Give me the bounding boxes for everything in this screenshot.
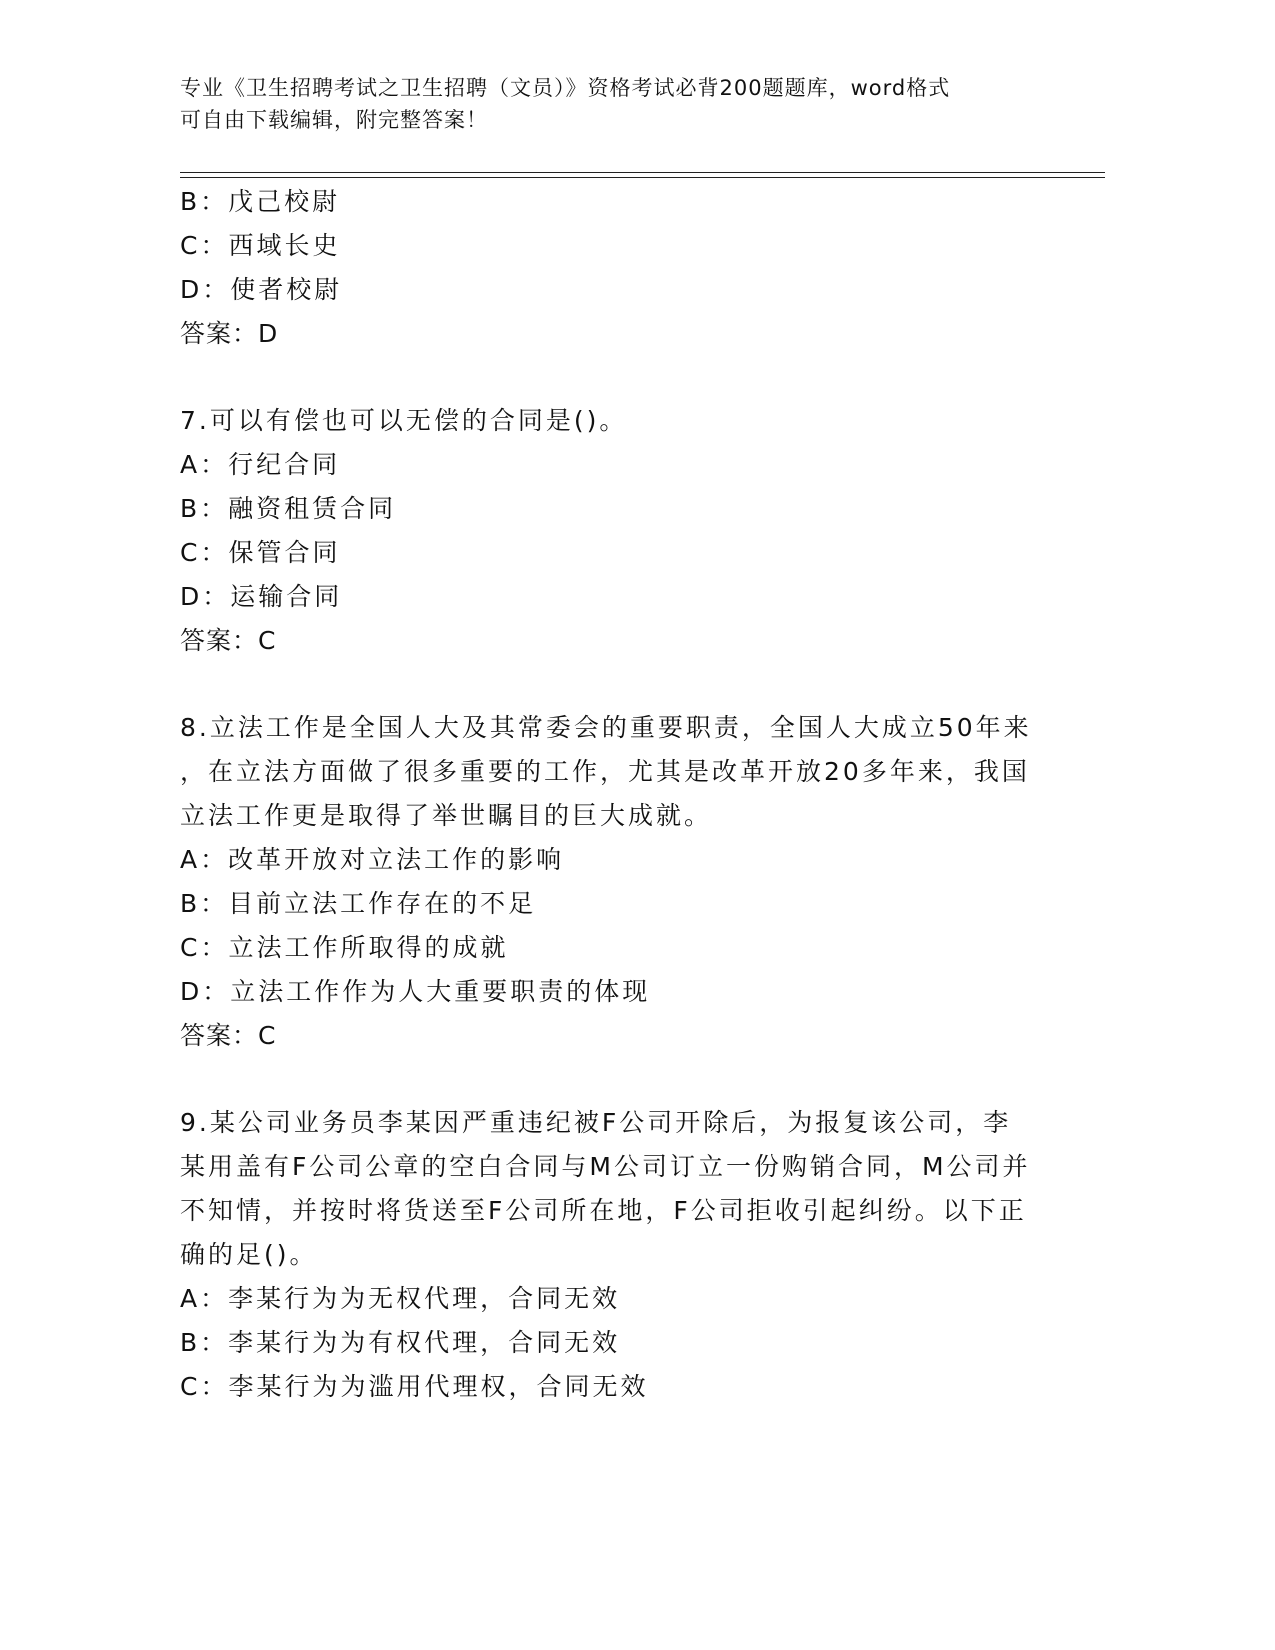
option-b: B：戊己校尉 <box>180 187 341 216</box>
question-stem: 确的足()。 <box>180 1240 318 1269</box>
question-stem: 8.立法工作是全国人大及其常委会的重要职责，全国人大成立50年来 <box>180 713 1032 742</box>
option-b: B：融资租赁合同 <box>180 494 397 523</box>
header-divider-top <box>180 172 1105 173</box>
option-b: B：目前立法工作存在的不足 <box>180 889 537 918</box>
document-header <box>180 72 1060 136</box>
option-a: A：李某行为为无权代理，合同无效 <box>180 1284 621 1313</box>
option-c: C：李某行为为滥用代理权，合同无效 <box>180 1372 649 1401</box>
option-a: A：改革开放对立法工作的影响 <box>180 845 565 874</box>
option-d: D：使者校尉 <box>180 275 343 304</box>
header-line-1: 专业《卫生招聘考试之卫生招聘（文员）》资格考试必背200题题库，word格式 <box>180 76 951 100</box>
header-divider-bottom <box>180 177 1105 178</box>
option-a: A：行纪合同 <box>180 450 341 479</box>
answer-line: 答案：C <box>180 1021 277 1050</box>
option-c: C：西域长史 <box>180 231 341 260</box>
question-9-block <box>180 1101 1040 1409</box>
document-body <box>180 180 1040 1409</box>
question-stem: 不知情，并按时将货送至F公司所在地，F公司拒收引起纠纷。以下正 <box>180 1196 1027 1225</box>
option-b: B：李某行为为有权代理，合同无效 <box>180 1328 621 1357</box>
question-stem: 7.可以有偿也可以无偿的合同是()。 <box>180 406 628 435</box>
question-stem: 9.某公司业务员李某因严重违纪被F公司开除后，为报复该公司，李 <box>180 1108 1012 1137</box>
question-stem: 某用盖有F公司公章的空白合同与M公司订立一份购销合同，M公司并 <box>180 1152 1031 1181</box>
header-line-2: 可自由下载编辑，附完整答案！ <box>180 108 488 132</box>
answer-line: 答案：C <box>180 626 277 655</box>
question-6-block <box>180 180 1040 356</box>
option-c: C：立法工作所取得的成就 <box>180 933 509 962</box>
question-stem: ，在立法方面做了很多重要的工作，尤其是改革开放20多年来，我国 <box>180 757 1030 786</box>
option-c: C：保管合同 <box>180 538 341 567</box>
question-7-block <box>180 399 1040 663</box>
question-stem: 立法工作更是取得了举世瞩目的巨大成就。 <box>180 801 713 830</box>
option-d: D：立法工作作为人大重要职责的体现 <box>180 977 651 1006</box>
option-d: D：运输合同 <box>180 582 343 611</box>
question-8-block <box>180 706 1040 1058</box>
answer-line: 答案：D <box>180 319 279 348</box>
